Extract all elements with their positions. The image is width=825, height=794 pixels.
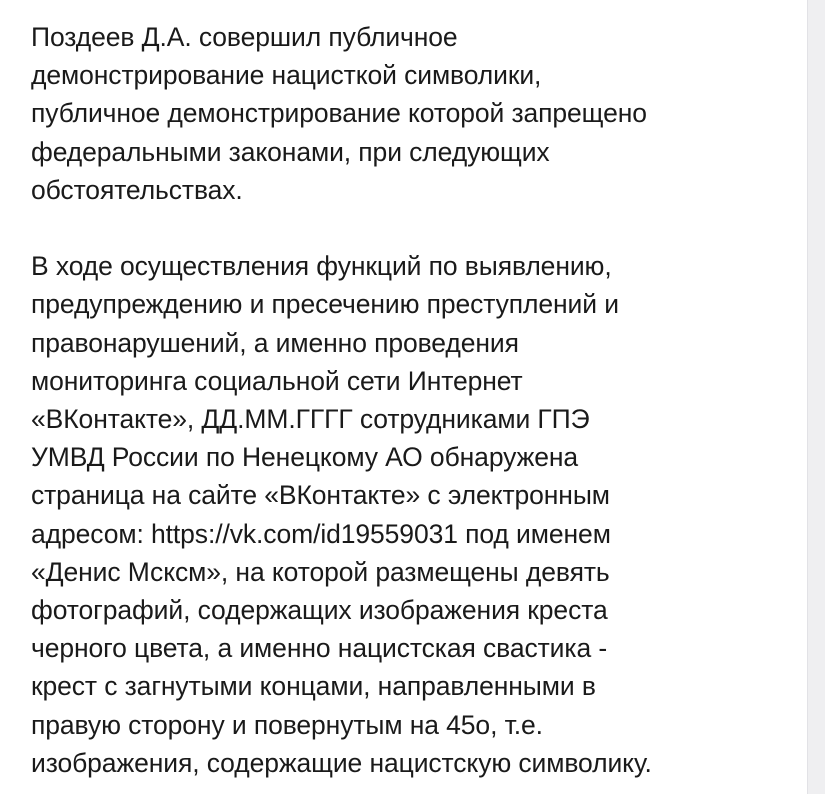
text-line: УМВД России по Ненецкому АО обнаружена — [31, 442, 579, 473]
text-line: Поздеев Д.А. совершил публичное — [31, 22, 458, 52]
text-line: предупреждению и пресечению преступлений и — [31, 289, 619, 320]
text-line: изображения, содержащие нацистскую символику. — [31, 747, 652, 778]
text-line: мониторинга социальной сети Интернет — [31, 365, 523, 396]
text-line: черного цвета, а именно нацистская свастика - — [31, 633, 608, 664]
paragraph-spacer — [31, 209, 801, 247]
text-line: публичное демонстрирование которой запрещено — [31, 98, 647, 129]
text-line: В ходе осуществления функций по выявлению, — [31, 251, 612, 282]
paragraph-1 — [31, 18, 801, 209]
text-line: правонарушений, а именно проведения — [31, 327, 519, 358]
document-text — [31, 18, 801, 782]
text-line: федеральными законами, при следующих — [31, 136, 550, 167]
text-line: обстоятельствах. — [31, 174, 243, 205]
text-line: страница на сайте «ВКонтакте» с электронным — [31, 480, 610, 511]
text-line: крест с загнутыми концами, направленными в — [31, 671, 596, 702]
text-line: фотографий, содержащих изображения креста — [31, 595, 608, 626]
text-line: «Денис Мсксм», на которой размещены девять — [31, 556, 610, 587]
paragraph-2 — [31, 247, 801, 782]
text-line: демонстрирование нацисткой символики, — [31, 60, 542, 91]
page-edge-strip — [807, 0, 825, 794]
text-line: «ВКонтакте», ДД.ММ.ГГГГ сотрудниками ГПЭ — [31, 404, 590, 435]
text-line: правую сторону и повернутым на 45о, т.е. — [31, 709, 543, 740]
text-line: адресом: https://vk.com/id19559031 под именем — [31, 518, 611, 549]
